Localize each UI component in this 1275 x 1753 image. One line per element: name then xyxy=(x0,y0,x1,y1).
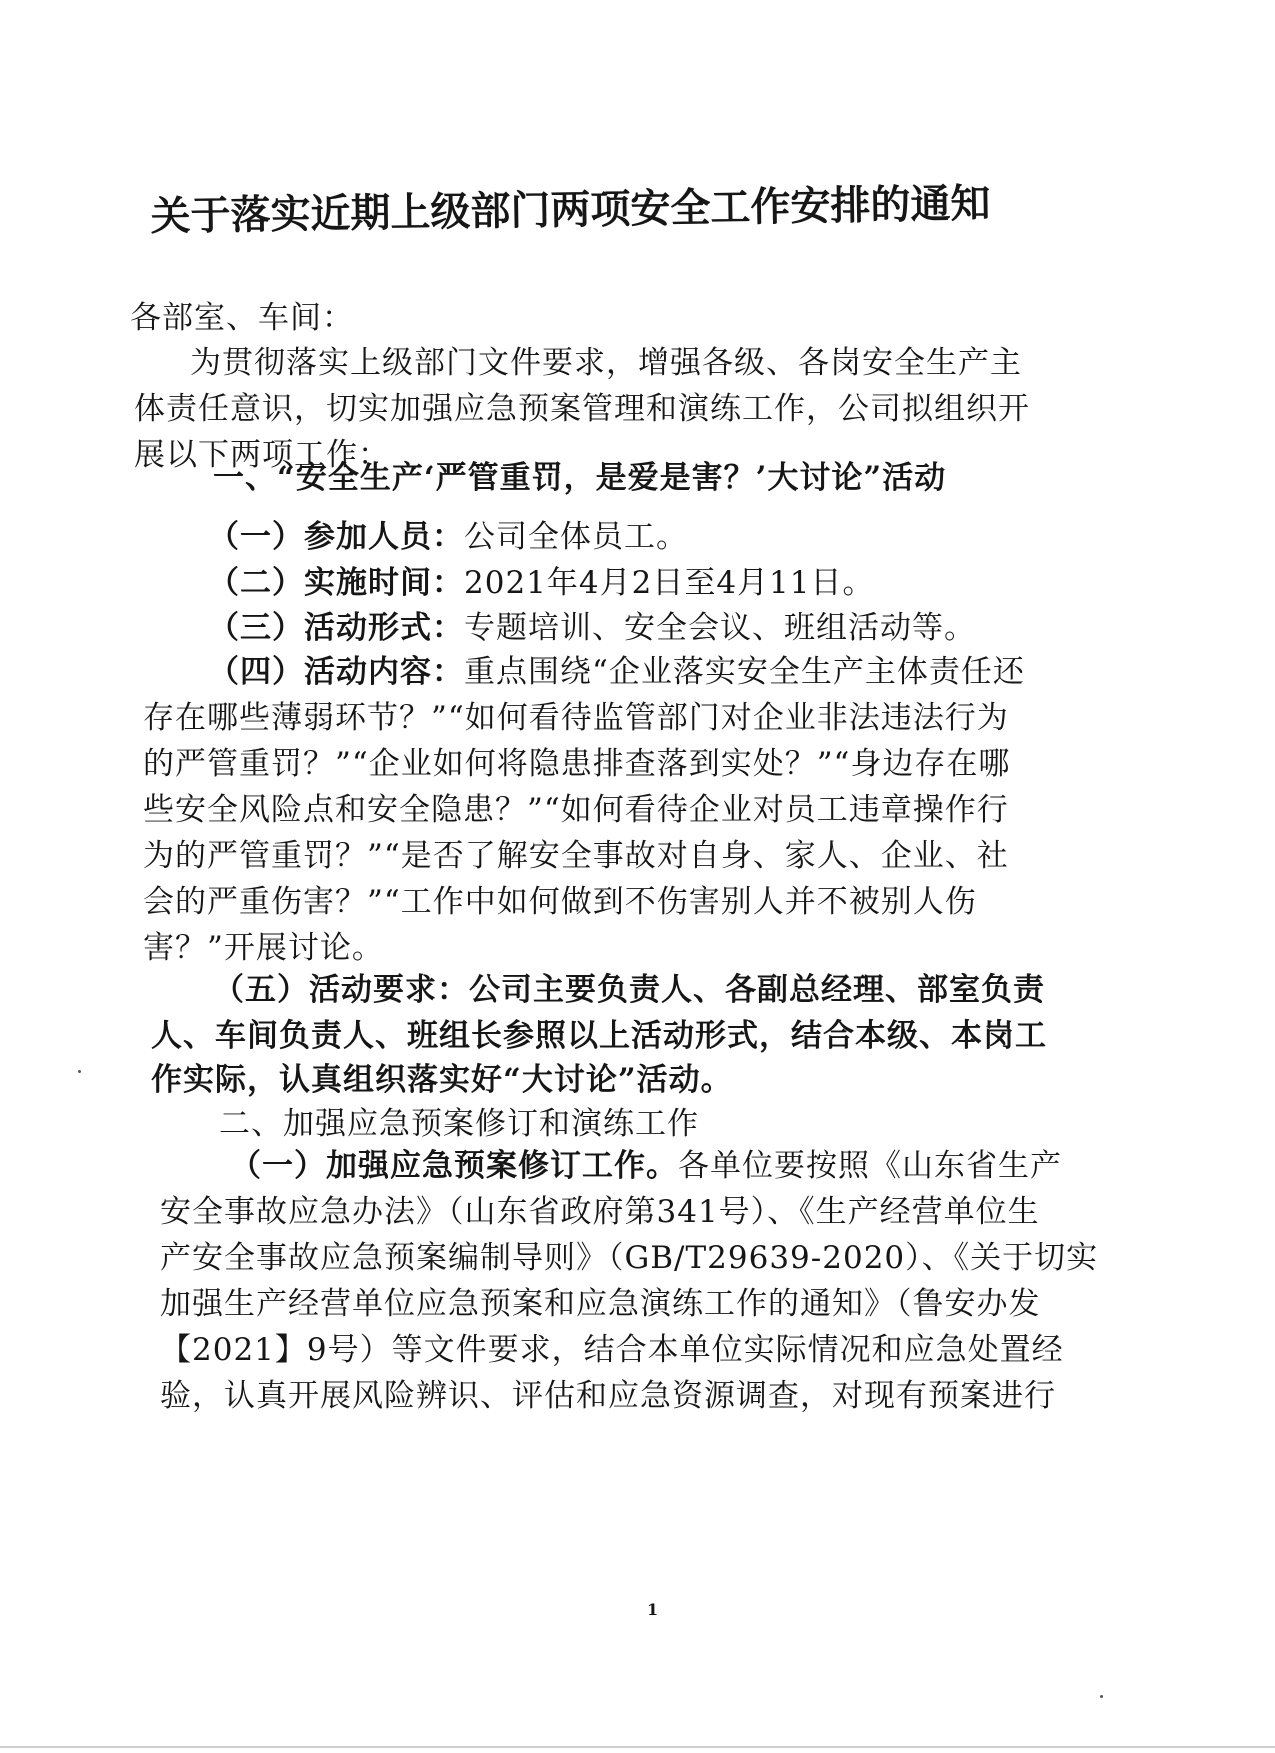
item-text: 各单位要按照《山东省生产 xyxy=(678,1148,1062,1184)
document-title: 关于落实近期上级部门两项安全工作安排的通知 xyxy=(150,179,991,240)
item-text: 公司全体员工。 xyxy=(464,519,688,555)
paragraph-line: 的严管重罚？”“企业如何将隐患排查落到实处？”“身边存在哪 xyxy=(143,746,1011,782)
paragraph-line: 展以下两项工作： xyxy=(134,437,390,473)
item-label: （一）参加人员： xyxy=(208,519,464,555)
section-1-item-2 xyxy=(208,557,875,602)
scan-speck xyxy=(78,1070,81,1073)
paragraph-line: 验，认真开展风险辨识、评估和应急资源调查，对现有预案进行 xyxy=(160,1378,1056,1414)
item-label: （四）活动内容： xyxy=(208,654,464,690)
paragraph-line: 作实际，认真组织落实好“大讨论”活动。 xyxy=(151,1062,733,1098)
section-1-item-3 xyxy=(208,602,976,647)
section-2-heading: 二、加强应急预案修订和演练工作 xyxy=(219,1106,699,1142)
item-text: 重点围绕“企业落实安全生产主体责任还 xyxy=(464,654,1025,690)
section-1-item-1 xyxy=(208,511,688,556)
item-text: 2021年4月2日至4月11日。 xyxy=(464,565,875,601)
paragraph-line: 人、车间负责人、班组长参照以上活动形式，结合本级、本岗工 xyxy=(151,1018,1047,1054)
item-text: 专题培训、安全会议、班组活动等。 xyxy=(464,610,976,646)
salutation: 各部室、车间： xyxy=(130,300,354,336)
item-label: （三）活动形式： xyxy=(208,610,464,646)
paragraph-line: 【2021】9号）等文件要求，结合本单位实际情况和应急处置经 xyxy=(160,1332,1064,1368)
scan-edge xyxy=(0,1746,1275,1748)
section-1-item-5: （五）活动要求：公司主要负责人、各副总经理、部室负责 xyxy=(213,972,1045,1008)
paragraph-line: 为的严管重罚？”“是否了解安全事故对自身、家人、企业、社 xyxy=(143,838,1009,874)
paragraph-line: 会的严重伤害？”“工作中如何做到不伤害别人并不被别人伤 xyxy=(143,884,977,920)
paragraph-line: 体责任意识，切实加强应急预案管理和演练工作，公司拟组织开 xyxy=(134,391,1030,427)
section-2-item-1 xyxy=(230,1140,1062,1185)
page-number: 1 xyxy=(647,1600,659,1619)
paragraph-line: 为贯彻落实上级部门文件要求，增强各级、各岗安全生产主 xyxy=(190,345,1022,381)
paragraph-line: 加强生产经营单位应急预案和应急演练工作的通知》（鲁安办发 xyxy=(160,1286,1041,1322)
section-1-heading: 一、“安全生产‘严管重罚，是爱是害？’大讨论”活动 xyxy=(213,460,947,496)
scan-speck xyxy=(1100,1695,1103,1698)
item-label: （一）加强应急预案修订工作。 xyxy=(230,1148,678,1184)
section-1-item-4 xyxy=(208,646,1025,691)
paragraph-line: 产安全事故应急预案编制导则》（GB/T29639-2020）、《关于切实 xyxy=(160,1240,1099,1276)
paragraph-line: 害？”开展讨论。 xyxy=(143,930,384,966)
paragraph-line: 安全事故应急办法》（山东省政府第341号）、《生产经营单位生 xyxy=(160,1194,1040,1230)
item-label: （二）实施时间： xyxy=(208,565,464,601)
paragraph-line: 存在哪些薄弱环节？”“如何看待监管部门对企业非法违法行为 xyxy=(143,700,1009,736)
paragraph-line: 些安全风险点和安全隐患？”“如何看待企业对员工违章操作行 xyxy=(143,792,1009,828)
